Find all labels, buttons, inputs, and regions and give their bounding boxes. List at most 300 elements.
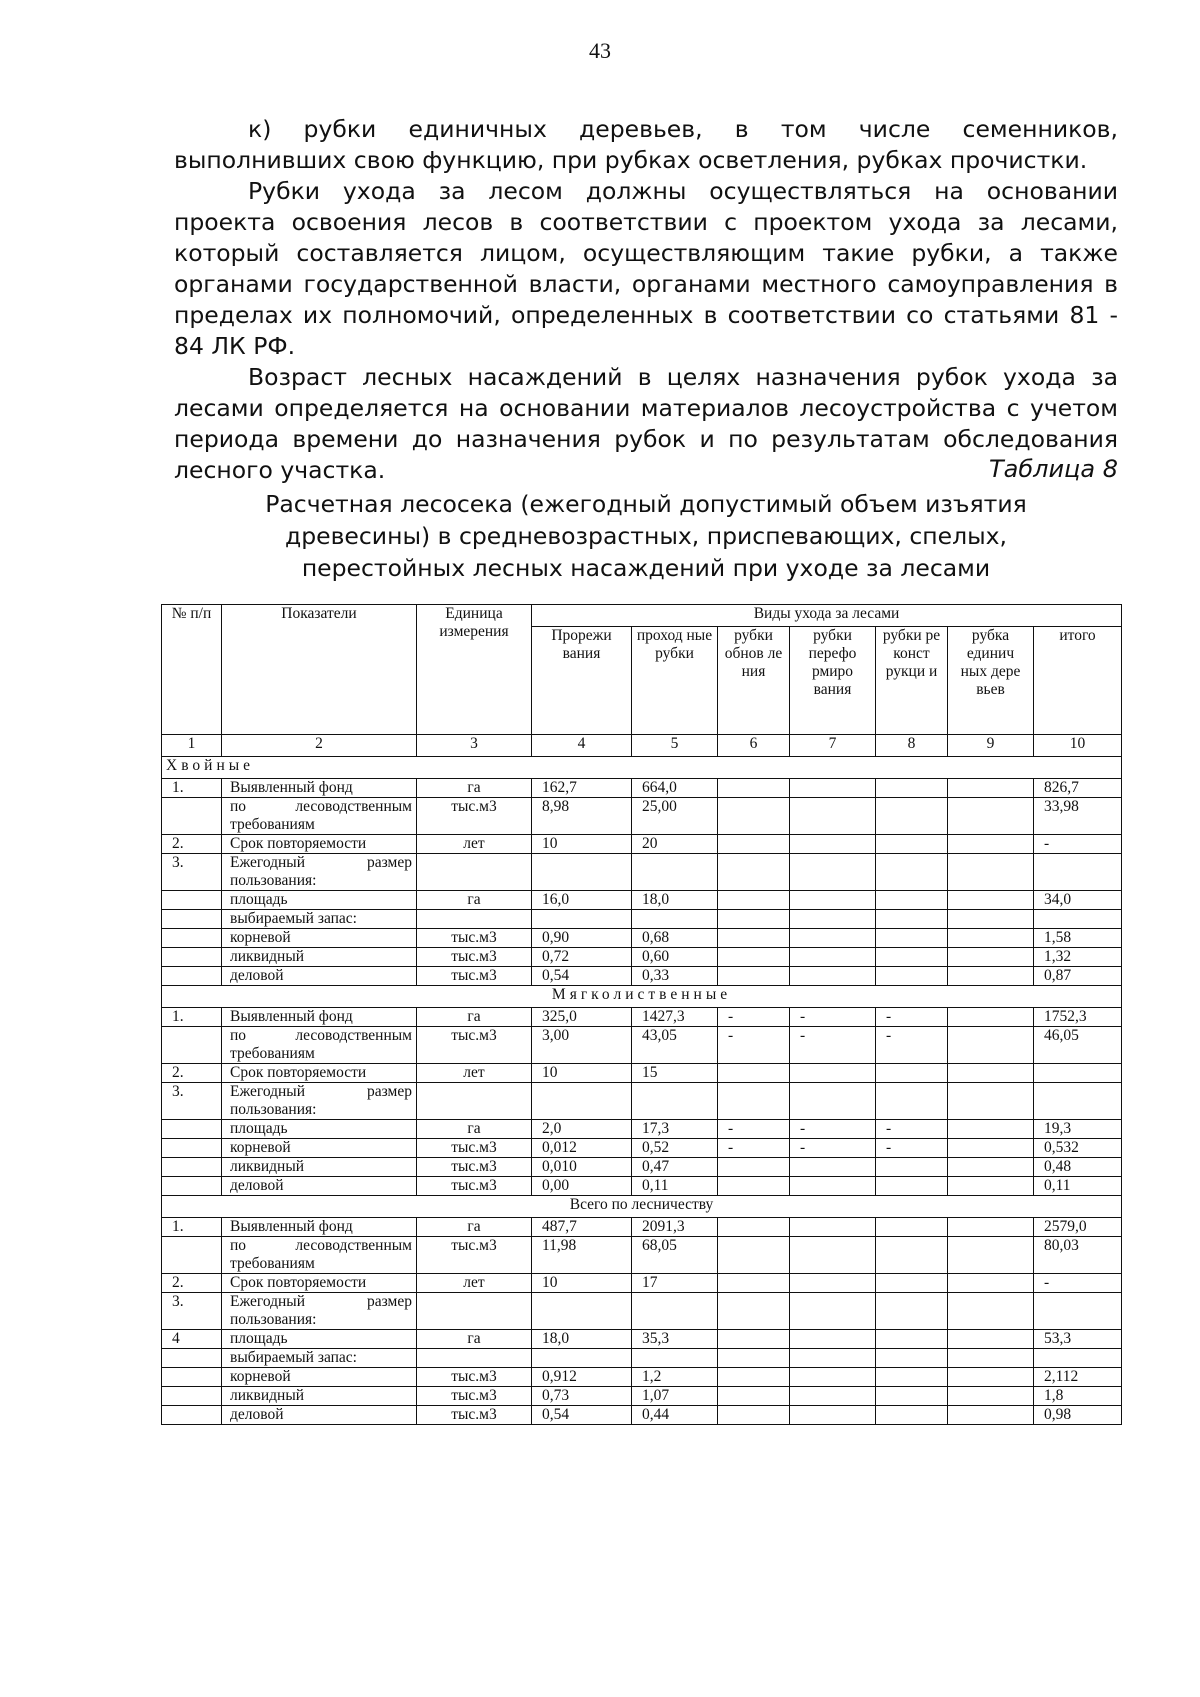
table-cell: Срок повторяемости	[222, 1274, 417, 1293]
table-cell: 16,0	[532, 891, 632, 910]
table-cell: -	[718, 1120, 790, 1139]
table-cell: 0,33	[632, 967, 718, 986]
data-table	[161, 604, 1122, 1425]
header-subcol: рубки перефо рмиро вания	[790, 627, 876, 735]
table-cell	[790, 1274, 876, 1293]
table-cell: -	[876, 1120, 948, 1139]
table-cell	[718, 891, 790, 910]
table-cell: 18,0	[632, 891, 718, 910]
table-cell: 0,47	[632, 1158, 718, 1177]
table-cell	[876, 1330, 948, 1349]
table-cell	[162, 1139, 222, 1158]
table-cell	[1034, 1349, 1122, 1368]
table-row	[162, 1237, 1122, 1274]
table-cell: 826,7	[1034, 779, 1122, 798]
table-row	[162, 910, 1122, 929]
table-cell	[876, 1349, 948, 1368]
table-cell	[948, 1177, 1034, 1196]
table-cell	[876, 891, 948, 910]
table-cell: тыс.м3	[417, 1027, 532, 1064]
table-cell	[876, 1368, 948, 1387]
section-row	[162, 1196, 1122, 1218]
table-cell	[632, 1349, 718, 1368]
table-cell	[790, 967, 876, 986]
table-cell: по лесоводственным требованиям	[222, 798, 417, 835]
table-cell: 0,010	[532, 1158, 632, 1177]
table-cell	[718, 1274, 790, 1293]
table-cell: 33,98	[1034, 798, 1122, 835]
table-row	[162, 1064, 1122, 1083]
table-cell	[948, 1368, 1034, 1387]
table-cell: 35,3	[632, 1330, 718, 1349]
table-cell	[876, 1387, 948, 1406]
table-row	[162, 1406, 1122, 1425]
table-cell: по лесоводственным требованиям	[222, 1027, 417, 1064]
table-cell	[876, 798, 948, 835]
table-cell: 2.	[162, 1064, 222, 1083]
table-cell: тыс.м3	[417, 1368, 532, 1387]
table-cell: 2579,0	[1034, 1218, 1122, 1237]
table-cell	[948, 1027, 1034, 1064]
table-row	[162, 798, 1122, 835]
table-cell	[417, 1083, 532, 1120]
header-subcol: Прорежи вания	[532, 627, 632, 735]
table-cell	[162, 967, 222, 986]
table-cell	[876, 1218, 948, 1237]
table-cell	[876, 1158, 948, 1177]
table-cell: -	[790, 1139, 876, 1158]
table-cell: Выявленный фонд	[222, 1008, 417, 1027]
table-cell	[948, 1349, 1034, 1368]
table-cell: 0,11	[632, 1177, 718, 1196]
table-cell: тыс.м3	[417, 1406, 532, 1425]
table-row	[162, 1027, 1122, 1064]
table-cell: га	[417, 1120, 532, 1139]
table-cell: Срок повторяемости	[222, 1064, 417, 1083]
table-cell: 2091,3	[632, 1218, 718, 1237]
table-row	[162, 854, 1122, 891]
table-cell: 0,54	[532, 1406, 632, 1425]
table-cell: 20	[632, 835, 718, 854]
table-cell	[948, 1218, 1034, 1237]
table-cell	[162, 929, 222, 948]
table-cell: 162,7	[532, 779, 632, 798]
table-cell: 11,98	[532, 1237, 632, 1274]
table-row	[162, 1368, 1122, 1387]
header-col-number: № п/п	[162, 605, 222, 735]
table-cell	[1034, 854, 1122, 891]
table-cell: Выявленный фонд	[222, 1218, 417, 1237]
table-cell: 17,3	[632, 1120, 718, 1139]
column-number-cell: 7	[790, 735, 876, 757]
table-cell	[718, 910, 790, 929]
table-cell	[948, 1008, 1034, 1027]
table-cell: тыс.м3	[417, 948, 532, 967]
table-row	[162, 1177, 1122, 1196]
table-cell	[876, 1083, 948, 1120]
table-cell: 0,912	[532, 1368, 632, 1387]
table-row	[162, 1139, 1122, 1158]
table-cell	[162, 1368, 222, 1387]
table-cell: 1752,3	[1034, 1008, 1122, 1027]
table-cell: корневой	[222, 1139, 417, 1158]
table-cell: 0,11	[1034, 1177, 1122, 1196]
table-cell: 0,87	[1034, 967, 1122, 986]
table-cell: тыс.м3	[417, 967, 532, 986]
table-cell: лет	[417, 1064, 532, 1083]
table-cell	[876, 910, 948, 929]
table-cell	[718, 1293, 790, 1330]
table-cell: тыс.м3	[417, 1237, 532, 1274]
table-cell	[948, 835, 1034, 854]
table-cell: 1,8	[1034, 1387, 1122, 1406]
table-cell	[790, 929, 876, 948]
table-cell: -	[718, 1008, 790, 1027]
column-number-cell: 9	[948, 735, 1034, 757]
table-cell: 10	[532, 835, 632, 854]
table-cell	[876, 854, 948, 891]
header-subcol: проход ные рубки	[632, 627, 718, 735]
header-subcol: рубки ре конст рукци и	[876, 627, 948, 735]
table-cell: 25,00	[632, 798, 718, 835]
table-cell	[1034, 1064, 1122, 1083]
table-cell	[790, 779, 876, 798]
table-cell	[948, 1064, 1034, 1083]
table-cell	[876, 1274, 948, 1293]
table-cell: 53,3	[1034, 1330, 1122, 1349]
table-cell: тыс.м3	[417, 1387, 532, 1406]
table-cell: 2.	[162, 1274, 222, 1293]
table-cell: 3.	[162, 854, 222, 891]
section-title: Всего по лесничеству	[162, 1196, 1122, 1218]
header-subcol: рубка единич ных дере вьев	[948, 627, 1034, 735]
table-cell: площадь	[222, 1330, 417, 1349]
table-cell: 46,05	[1034, 1027, 1122, 1064]
table-cell	[532, 910, 632, 929]
table-cell: деловой	[222, 967, 417, 986]
table-cell: 0,52	[632, 1139, 718, 1158]
table-cell	[718, 948, 790, 967]
table-cell	[790, 835, 876, 854]
table-cell: -	[1034, 1274, 1122, 1293]
table-cell: 3.	[162, 1083, 222, 1120]
table-cell: Срок повторяемости	[222, 835, 417, 854]
table-cell: 4	[162, 1330, 222, 1349]
table-cell	[718, 1387, 790, 1406]
table-cell	[790, 798, 876, 835]
header-subcol: рубки обнов ле ния	[718, 627, 790, 735]
table-cell	[718, 1064, 790, 1083]
table-cell	[718, 835, 790, 854]
table-cell: ликвидный	[222, 1387, 417, 1406]
table-cell: Выявленный фонд	[222, 779, 417, 798]
table-cell	[162, 1349, 222, 1368]
table-cell	[948, 1139, 1034, 1158]
table-cell	[948, 967, 1034, 986]
table-cell: тыс.м3	[417, 1158, 532, 1177]
table-cell	[948, 1330, 1034, 1349]
table-cell: 8,98	[532, 798, 632, 835]
table-row	[162, 929, 1122, 948]
table-cell: Ежегодный размер пользования:	[222, 854, 417, 891]
table-cell	[417, 1349, 532, 1368]
table-cell: га	[417, 1218, 532, 1237]
table-cell: 3,00	[532, 1027, 632, 1064]
table-cell	[948, 1293, 1034, 1330]
table-cell: 10	[532, 1274, 632, 1293]
table-cell: -	[876, 1139, 948, 1158]
page-number: 43	[589, 38, 611, 63]
table-cell	[948, 1406, 1034, 1425]
section-title: Хвойные	[162, 757, 1122, 779]
table-cell: -	[718, 1139, 790, 1158]
table-cell: 1,07	[632, 1387, 718, 1406]
table-cell	[790, 1158, 876, 1177]
table-cell	[948, 1158, 1034, 1177]
table-cell: -	[876, 1008, 948, 1027]
table-cell: 0,72	[532, 948, 632, 967]
table-cell: 1427,3	[632, 1008, 718, 1027]
body-text	[174, 114, 1118, 486]
table-cell: 1.	[162, 1218, 222, 1237]
table-cell	[417, 910, 532, 929]
table-cell: га	[417, 891, 532, 910]
table-cell: 10	[532, 1064, 632, 1083]
table-cell	[876, 967, 948, 986]
table-cell	[876, 1177, 948, 1196]
table-cell	[948, 1120, 1034, 1139]
table-cell	[162, 1120, 222, 1139]
table-cell	[948, 1237, 1034, 1274]
table-cell	[790, 1237, 876, 1274]
table-cell	[718, 1349, 790, 1368]
table-cell	[632, 910, 718, 929]
table-cell	[1034, 1083, 1122, 1120]
table-cell	[948, 910, 1034, 929]
table-cell: 0,54	[532, 967, 632, 986]
table-cell	[790, 1177, 876, 1196]
section-title: Мягколиственные	[162, 986, 1122, 1008]
table-cell	[876, 1293, 948, 1330]
table-cell: выбираемый запас:	[222, 910, 417, 929]
table-row	[162, 779, 1122, 798]
table-cell: 34,0	[1034, 891, 1122, 910]
table-cell: корневой	[222, 1368, 417, 1387]
table-cell	[790, 1368, 876, 1387]
table-cell	[948, 798, 1034, 835]
table-label: Таблица 8	[988, 455, 1118, 483]
table-cell: 0,68	[632, 929, 718, 948]
header-col-unit: Единица измерения	[417, 605, 532, 735]
table-cell	[718, 967, 790, 986]
table-cell: 0,00	[532, 1177, 632, 1196]
table-cell: га	[417, 779, 532, 798]
table-cell	[876, 1064, 948, 1083]
table-cell: -	[1034, 835, 1122, 854]
table-cell: деловой	[222, 1406, 417, 1425]
column-number-cell: 8	[876, 735, 948, 757]
table-cell: 68,05	[632, 1237, 718, 1274]
table-cell: 0,90	[532, 929, 632, 948]
table-cell: 2,0	[532, 1120, 632, 1139]
table-cell: ликвидный	[222, 1158, 417, 1177]
table-cell	[532, 1083, 632, 1120]
table-cell	[948, 929, 1034, 948]
table-cell	[632, 1083, 718, 1120]
header-subcol: итого	[1034, 627, 1122, 735]
table-cell	[876, 929, 948, 948]
table-cell: тыс.м3	[417, 1139, 532, 1158]
table-cell	[632, 854, 718, 891]
table-title	[174, 488, 1118, 584]
table-cell	[790, 1406, 876, 1425]
table-row	[162, 1218, 1122, 1237]
table-cell	[162, 891, 222, 910]
table-cell	[718, 1218, 790, 1237]
table-title-line: Расчетная лесосека (ежегодный допустимый объем изъятия	[265, 490, 1027, 518]
table-cell	[718, 1406, 790, 1425]
table-cell: 487,7	[532, 1218, 632, 1237]
table-cell	[790, 891, 876, 910]
table-cell: -	[790, 1027, 876, 1064]
table-cell: выбираемый запас:	[222, 1349, 417, 1368]
table-row	[162, 1293, 1122, 1330]
table-cell	[532, 1349, 632, 1368]
table-row	[162, 967, 1122, 986]
table-cell: га	[417, 1330, 532, 1349]
table-cell	[162, 1027, 222, 1064]
table-cell	[948, 891, 1034, 910]
table-cell	[718, 1083, 790, 1120]
table-cell	[790, 854, 876, 891]
table-cell	[948, 1274, 1034, 1293]
table-cell	[876, 948, 948, 967]
table-cell: 17	[632, 1274, 718, 1293]
table-cell	[790, 1083, 876, 1120]
table-cell: -	[876, 1027, 948, 1064]
table-cell: лет	[417, 835, 532, 854]
column-number-cell: 3	[417, 735, 532, 757]
table-cell	[718, 1177, 790, 1196]
table-row	[162, 1120, 1122, 1139]
column-number-cell: 1	[162, 735, 222, 757]
table-cell	[162, 948, 222, 967]
table-cell: 1,2	[632, 1368, 718, 1387]
table-cell	[718, 1237, 790, 1274]
table-cell	[790, 948, 876, 967]
table-cell: 80,03	[1034, 1237, 1122, 1274]
table-cell	[948, 1387, 1034, 1406]
table-cell	[718, 854, 790, 891]
table-cell: 18,0	[532, 1330, 632, 1349]
column-number-cell: 4	[532, 735, 632, 757]
table-cell: -	[790, 1008, 876, 1027]
table-row	[162, 1387, 1122, 1406]
header-group: Виды ухода за лесами	[532, 605, 1122, 627]
table-cell	[948, 779, 1034, 798]
table-cell	[948, 854, 1034, 891]
table-cell	[632, 1293, 718, 1330]
table-cell	[162, 1406, 222, 1425]
table-cell	[790, 910, 876, 929]
table-row	[162, 835, 1122, 854]
section-row	[162, 986, 1122, 1008]
table-cell: тыс.м3	[417, 929, 532, 948]
table-cell: 43,05	[632, 1027, 718, 1064]
table-cell	[948, 1083, 1034, 1120]
table-cell: -	[718, 1027, 790, 1064]
table-cell	[790, 1349, 876, 1368]
table-cell	[790, 1387, 876, 1406]
paragraph: Возраст лесных насаждений в целях назначения рубок ухода за лесами определяется на основании материалов лесоустройства с учетом периода времени до назначения рубок и по результатам обследования лесного участка.	[174, 363, 1118, 484]
table-cell	[718, 779, 790, 798]
table-cell	[876, 1237, 948, 1274]
table-cell: 19,3	[1034, 1120, 1122, 1139]
table-cell: 1,32	[1034, 948, 1122, 967]
table-cell: по лесоводственным требованиям	[222, 1237, 417, 1274]
column-number-cell: 2	[222, 735, 417, 757]
table-cell	[162, 910, 222, 929]
table-row	[162, 1008, 1122, 1027]
table-cell	[876, 1406, 948, 1425]
table-title-line: древесины) в средневозрастных, приспевающих, спелых,	[284, 522, 1008, 550]
column-number-cell: 6	[718, 735, 790, 757]
table-cell	[532, 854, 632, 891]
table-cell: 0,012	[532, 1139, 632, 1158]
table-cell: 0,44	[632, 1406, 718, 1425]
table-cell	[718, 798, 790, 835]
table-cell: ликвидный	[222, 948, 417, 967]
table-cell: 664,0	[632, 779, 718, 798]
table-cell: деловой	[222, 1177, 417, 1196]
table-cell	[718, 1158, 790, 1177]
table-cell	[162, 1387, 222, 1406]
table-cell	[790, 1218, 876, 1237]
table-row	[162, 1158, 1122, 1177]
table-cell: 1.	[162, 1008, 222, 1027]
paragraph: к) рубки единичных деревьев, в том числе семенников, выполнивших свою функцию, при рубках осветления, рубках прочистки.	[174, 115, 1118, 174]
table-cell	[790, 1064, 876, 1083]
table-cell	[718, 1368, 790, 1387]
table-title-line: перестойных лесных насаждений при уходе за лесами	[301, 554, 991, 582]
table-cell: 1.	[162, 779, 222, 798]
column-number-cell: 10	[1034, 735, 1122, 757]
table-cell: 0,98	[1034, 1406, 1122, 1425]
table-cell	[876, 835, 948, 854]
table-cell	[718, 929, 790, 948]
table-cell	[162, 1237, 222, 1274]
table-cell: 2.	[162, 835, 222, 854]
table-cell: 15	[632, 1064, 718, 1083]
table-cell	[532, 1293, 632, 1330]
header-col-indicators: Показатели	[222, 605, 417, 735]
table-cell: 0,532	[1034, 1139, 1122, 1158]
table-cell	[162, 1158, 222, 1177]
table-cell	[790, 1293, 876, 1330]
table-cell: 0,60	[632, 948, 718, 967]
table-row	[162, 891, 1122, 910]
table-cell	[718, 1330, 790, 1349]
table-cell: площадь	[222, 891, 417, 910]
table-cell: 2,112	[1034, 1368, 1122, 1387]
table-row	[162, 1349, 1122, 1368]
table-cell	[162, 1177, 222, 1196]
table-cell	[876, 779, 948, 798]
table-cell	[417, 854, 532, 891]
table-cell: 0,48	[1034, 1158, 1122, 1177]
table-cell: -	[790, 1120, 876, 1139]
table-cell	[162, 798, 222, 835]
